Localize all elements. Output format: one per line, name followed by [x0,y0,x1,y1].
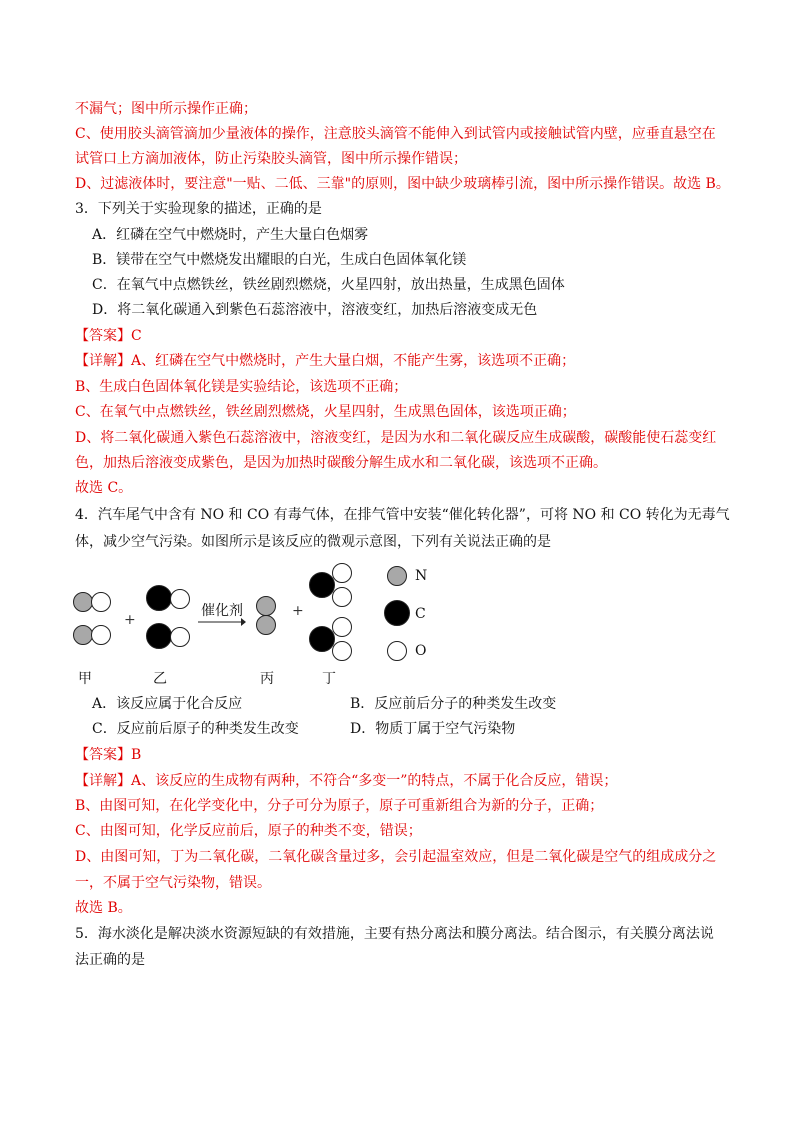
option-c: C．反应前后原子的种类发生改变 [92,721,299,737]
answer-3: 【答案】C [75,328,142,344]
reaction-arrow-icon [197,617,247,627]
oxygen-atom [170,589,190,609]
option-a: A．该反应属于化合反应 [92,696,243,712]
option-b: B．镁带在空气中燃烧发出耀眼的白光，生成白色固体氧化镁 [92,252,467,268]
explanation-line: 【详解】A、该反应的生成物有两种，不符合“多变一”的特点，不属于化合反应，错误； [75,773,618,789]
nitrogen-atom [256,596,276,616]
oxygen-atom [332,587,352,607]
question-3: 3．下列关于实验现象的描述，正确的是 [75,201,322,217]
legend-carbon-atom [384,600,410,626]
nitrogen-atom [73,625,93,645]
legend-label-n: N [415,568,428,584]
oxygen-atom [332,641,352,661]
explanation-line: 【详解】A、红磷在空气中燃烧时，产生大量白烟，不能产生雾，该选项不正确； [75,353,576,369]
plus-sign: + [124,612,136,628]
option-b: B．反应前后分子的种类发生改变 [350,696,557,712]
oxygen-atom [332,617,352,637]
explanation-line: 一，不属于空气污染物，错误。 [75,875,271,891]
choice-line: 故选 C。 [75,480,133,496]
nitrogen-atom [73,592,93,612]
legend-label-o: O [415,643,427,659]
carbon-atom [146,623,172,649]
question-4-cont: 体，减少空气污染。如图所示是该反应的微观示意图，下列有关说法正确的是 [75,534,551,550]
carbon-atom [146,585,172,611]
option-d: D．物质丁属于空气污染物 [350,721,516,737]
choice-line: 故选 B。 [75,900,132,916]
explanation-line: C、在氧气中点燃铁丝，铁丝剧烈燃烧，火星四射，生成黑色固体，该选项正确； [75,404,576,420]
explanation-line: D、将二氧化碳通入紫色石蕊溶液中，溶液变红，是因为水和二氧化碳反应生成碳酸，碳酸能使石蕊变红 [75,430,717,446]
explanation-line: C、由图可知，化学反应前后，原子的种类不变，错误； [75,823,422,839]
explanation-line: B、生成白色固体氧化镁是实验结论，该选项不正确； [75,379,408,395]
question-5: 5．海水淡化是解决淡水资源短缺的有效措施，主要有热分离法和膜分离法。结合图示，有关膜分离法说 [75,926,714,942]
legend-label-c: C [415,606,426,622]
oxygen-atom [91,592,111,612]
label-ding: 丁 [322,671,336,687]
label-bing: 丙 [260,671,274,687]
plus-sign: + [292,603,304,619]
legend-nitrogen-atom [387,566,407,586]
oxygen-atom [332,563,352,583]
option-d: D．将二氧化碳通入到紫色石蕊溶液中，溶液变红，加热后溶液变成无色 [92,302,538,318]
text-line: D、过滤液体时，要注意"一贴、二低、三靠"的原则，图中缺少玻璃棒引流，图中所示操作错误。故选 B。 [75,176,730,192]
legend-oxygen-atom [387,641,407,661]
catalyst-label: 催化剂 [201,603,243,619]
label-yi: 乙 [153,671,167,687]
oxygen-atom [170,627,190,647]
oxygen-atom [91,625,111,645]
option-a: A．红磷在空气中燃烧时，产生大量白色烟雾 [92,227,369,243]
nitrogen-atom [256,615,276,635]
text-line: 试管口上方滴加液体，防止污染胶头滴管，图中所示操作错误； [75,151,467,167]
question-5-cont: 法正确的是 [75,952,145,968]
text-line: 不漏气；图中所示操作正确； [75,101,257,117]
label-jia: 甲 [78,671,92,687]
explanation-line: D、由图可知，丁为二氧化碳，二氧化碳含量过多，会引起温室效应，但是二氧化碳是空气的组成成分之 [75,849,717,865]
carbon-atom [309,626,335,652]
answer-4: 【答案】B [75,747,142,763]
explanation-line: B、由图可知，在化学变化中，分子可分为原子，原子可重新组合为新的分子，正确； [75,798,604,814]
carbon-atom [309,572,335,598]
question-4: 4．汽车尾气中含有 NO 和 CO 有毒气体，在排气管中安装“催化转化器”，可将 NO 和 CO 转化为无毒气 [75,507,730,523]
text-line: C、使用胶头滴管滴加少量液体的操作，注意胶头滴管不能伸入到试管内或接触试管内壁，应垂直悬空在 [75,126,716,142]
option-c: C．在氧气中点燃铁丝，铁丝剧烈燃烧，火星四射，放出热量，生成黑色固体 [92,277,565,293]
explanation-line: 色，加热后溶液变成紫色，是因为加热时碳酸分解生成水和二氧化碳，该选项不正确。 [75,455,607,471]
